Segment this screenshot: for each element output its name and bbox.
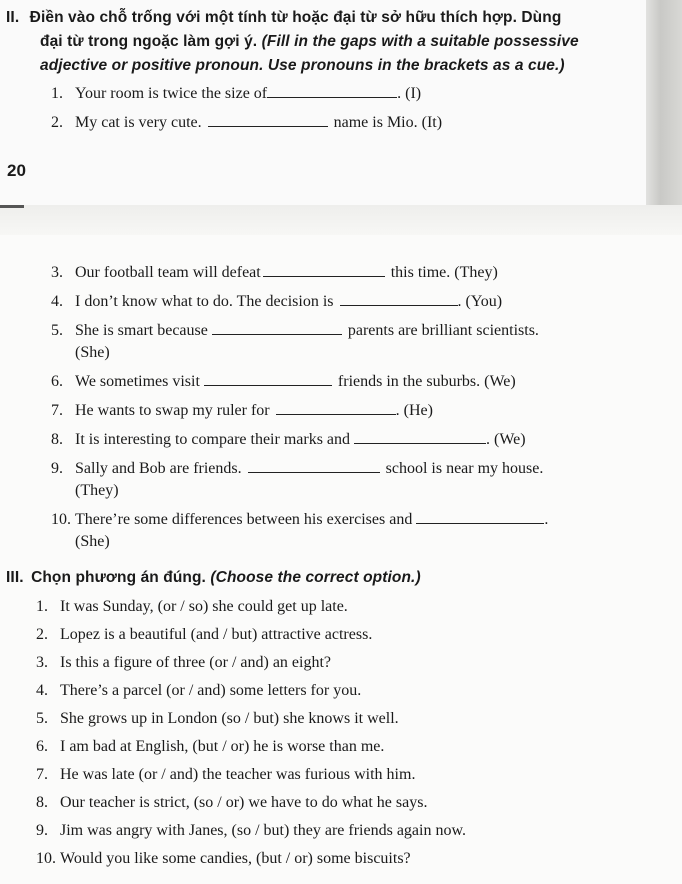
choice-item-1 [36,597,348,617]
item-number: 3. [36,654,48,671]
item-text: I am bad at English, (but / or) he is worse than me. [60,738,385,755]
item-9-continuation: (They) [75,482,119,499]
exercise-item-5 [51,321,539,341]
item-text-end: parents are brilliant scientists. [347,322,539,339]
item-text-end: school is near my house. [385,460,544,477]
item-text: Lopez is a beautiful (and / but) attractive actress. [60,626,373,643]
section-3-title-vi: Chọn phương án đúng. [31,569,206,586]
item-text-end: . [544,511,549,528]
exercise-item-4 [51,292,502,312]
answer-blank[interactable] [340,292,458,306]
item-text: She grows up in London (so / but) she knows it well. [60,710,399,727]
item-text: Jim was angry with Janes, (so / but) they are friends again now. [60,822,466,839]
section-3-title-en: (Choose the correct option.) [210,569,421,586]
exercise-item-9 [51,459,543,479]
page-number: 20 [7,161,26,180]
item-text: Sally and Bob are friends. [75,460,242,477]
answer-blank[interactable] [204,372,332,386]
choice-item-5 [36,709,399,729]
section-3-number: III. [6,569,24,586]
choice-item-9 [36,821,466,841]
item-number: 1. [51,85,63,102]
answer-blank[interactable] [208,113,328,127]
item-text: I don’t know what to do. The decision is [75,293,334,310]
item-text-end: . (You) [457,293,503,310]
item-text: Your room is twice the size of [75,85,268,102]
exercise-item-6 [51,372,516,392]
item-number: 4. [36,682,48,699]
section-2-number: II. [6,9,20,26]
answer-blank[interactable] [212,321,342,335]
choice-item-4 [36,681,361,701]
item-number: 7. [36,766,48,783]
item-text-end: name is Mio. (It) [333,114,443,131]
choice-item-6 [36,737,384,757]
page-gap [0,205,682,235]
page-tear-mark [0,205,24,208]
item-number: 6. [51,373,63,390]
section-3-title [6,566,421,589]
item-text: There’s a parcel (or / and) some letters for you. [60,682,362,699]
item-text-end: friends in the suburbs. (We) [337,373,516,390]
choice-item-8 [36,793,427,813]
item-number: 3. [51,264,63,281]
answer-blank[interactable] [267,84,397,98]
item-text: She is smart because [75,322,208,339]
item-text: My cat is very cute. [75,114,202,131]
item-text: Would you like some candies, (but / or) some biscuits? [60,850,411,867]
section-2-title-en-3: adjective or positive pronoun. Use pronouns in the brackets as a cue.) [40,57,565,74]
item-number: 2. [36,626,48,643]
item-text: Is this a figure of three (or / and) an eight? [60,654,332,671]
item-text: Our teacher is strict, (so / or) we have to do what he says. [60,794,428,811]
item-number: 9. [51,460,63,477]
item-text-end: this time. (They) [390,264,498,281]
exercise-item-8 [51,430,526,450]
item-5-continuation: (She) [75,344,110,361]
section-2-title-vi-2: đại từ trong ngoặc làm gợi ý. [40,33,258,50]
exercise-item-3 [51,263,498,283]
item-number: 7. [51,402,63,419]
item-text-end: . (He) [395,402,433,419]
item-number: 1. [36,598,48,615]
answer-blank[interactable] [354,430,486,444]
section-2-title-vi-1: Điền vào chỗ trống với một tính từ hoặc đại từ sở hữu thích hợp. Dùng [29,9,562,26]
section-2-title-line-3 [40,54,565,77]
item-number: 8. [51,431,63,448]
item-number: 4. [51,293,63,310]
choice-item-3 [36,653,331,673]
page-edge-shadow [646,0,682,205]
item-number: 5. [36,710,48,727]
exercise-item-2 [51,113,442,133]
item-text: There’re some differences between his exercises and [75,511,413,528]
answer-blank[interactable] [263,263,385,277]
answer-blank[interactable] [276,401,396,415]
item-text: It is interesting to compare their marks and [75,431,351,448]
section-2-title-en-2: (Fill in the gaps with a suitable possessive [261,33,579,50]
item-10-continuation: (She) [75,533,110,550]
exercise-item-7 [51,401,433,421]
item-number: 2. [51,114,63,131]
item-text: He wants to swap my ruler for [75,402,270,419]
answer-blank[interactable] [248,459,380,473]
item-number: 6. [36,738,48,755]
section-2-title-line-1 [6,6,561,29]
choice-item-2 [36,625,372,645]
item-text-end: . (We) [486,431,526,448]
item-number: 10. [36,850,56,867]
choice-item-7 [36,765,415,785]
exercise-item-1 [51,84,421,104]
item-text: It was Sunday, (or / so) she could get up late. [60,598,348,615]
answer-blank[interactable] [416,510,544,524]
item-number: 9. [36,822,48,839]
item-text: We sometimes visit [75,373,200,390]
item-number: 10. [51,511,71,528]
item-number: 8. [36,794,48,811]
item-number: 5. [51,322,63,339]
item-text: He was late (or / and) the teacher was furious with him. [60,766,416,783]
item-text: Our football team will defeat [75,264,261,281]
exercise-item-10 [51,510,548,530]
section-2-title-line-2 [40,30,579,53]
choice-item-10 [36,849,411,869]
item-text-end: . (I) [397,85,422,102]
